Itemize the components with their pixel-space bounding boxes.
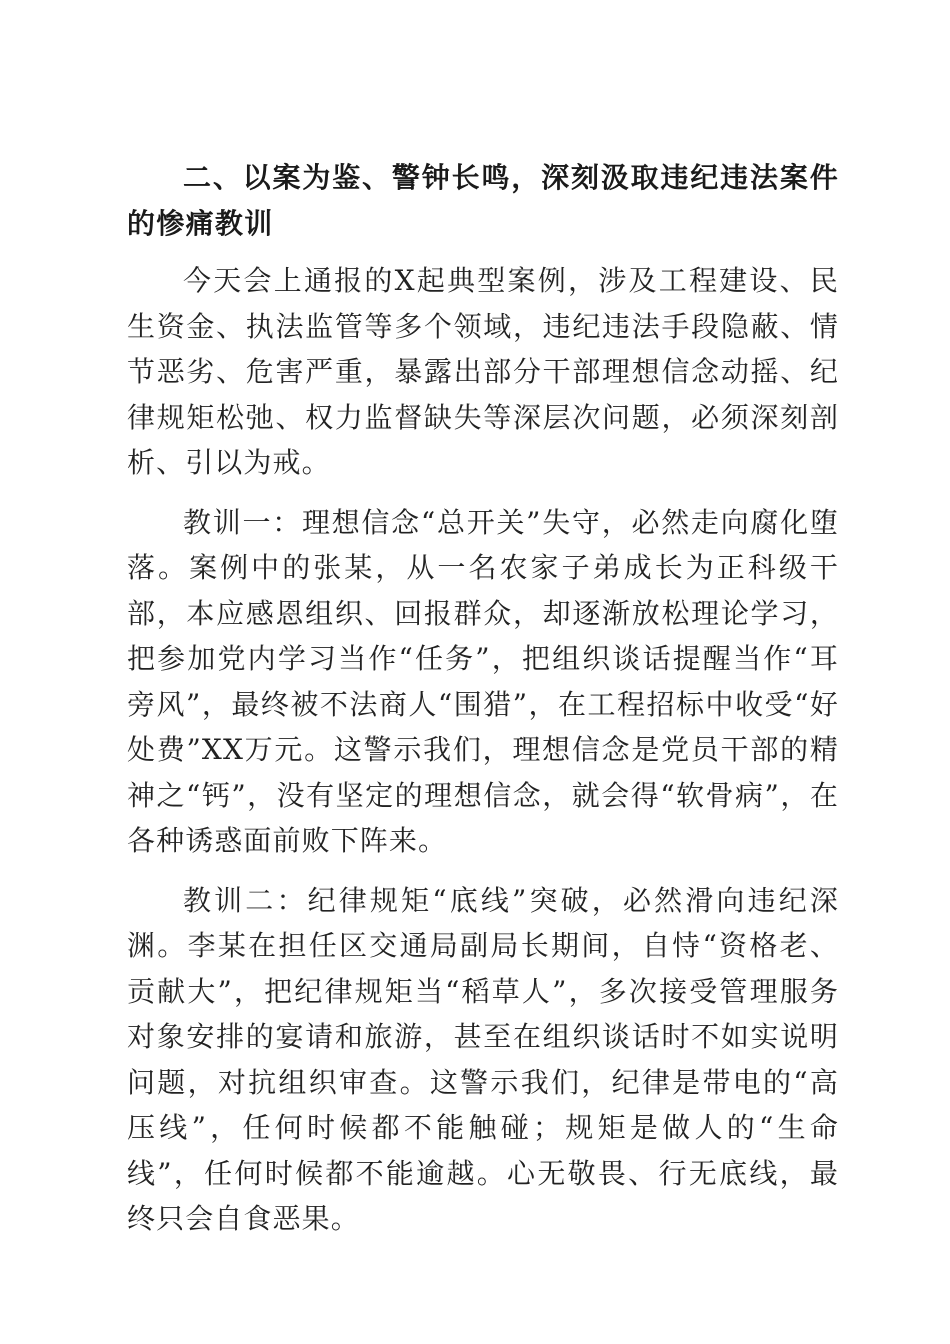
document-body	[127, 155, 839, 1256]
section-heading: 二、以案为鉴、警钟长鸣，深刻汲取违纪违法案件的惨痛教训	[127, 161, 839, 240]
paragraph-lesson-one: 教训一：理想信念“总开关”失守，必然走向腐化堕落。案例中的张某，从一名农家子弟成长为正科级干部，本应感恩组织、回报群众，却逐渐放松理论学习，把参加党内学习当作“任务”，把组织谈话提醒当作“耳旁风”，最终被不法商人“围猎”，在工程招标中收受“好处费”XX万元。这警示我们，理想信念是党员干部的精神之“钙”，没有坚定的理想信念，就会得“软骨病”，在各种诱惑面前败下阵来。	[127, 505, 839, 857]
paragraph-lesson-two: 教训二：纪律规矩“底线”突破，必然滑向违纪深渊。李某在担任区交通局副局长期间，自恃“资格老、贡献大”，把纪律规矩当“稻草人”，多次接受管理服务对象安排的宴请和旅游，甚至在组织谈话时不如实说明问题，对抗组织审查。这警示我们，纪律是带电的“高压线”，任何时候都不能触碰；规矩是做人的“生命线”，任何时候都不能逾越。心无敬畏、行无底线，最终只会自食恶果。	[127, 883, 839, 1235]
paragraph-intro: 今天会上通报的X起典型案例，涉及工程建设、民生资金、执法监管等多个领域，违纪违法手段隐蔽、情节恶劣、危害严重，暴露出部分干部理想信念动摇、纪律规矩松弛、权力监督缺失等深层次问题，必须深刻剖析、引以为戒。	[127, 264, 839, 479]
